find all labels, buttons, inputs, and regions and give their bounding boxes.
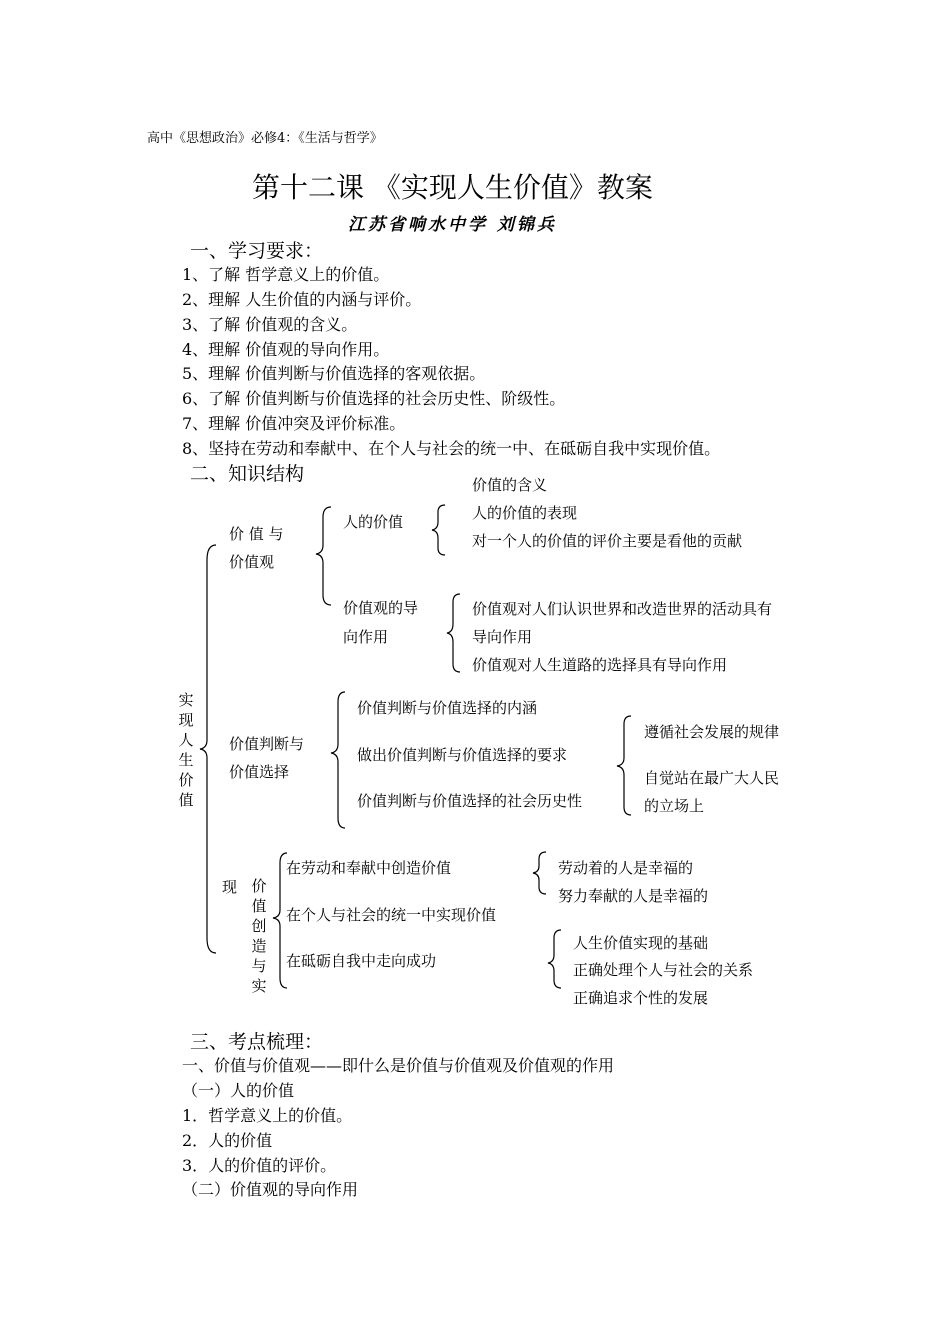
- leaf: 的立场上: [644, 797, 705, 815]
- section-heading-review: 三、考点梳理：: [190, 1031, 324, 1053]
- branch1-label-line1: 价 值 与: [229, 525, 284, 543]
- review-line: 一、价值与价值观——即什么是价值与价值观及价值观的作用: [182, 1056, 615, 1075]
- root-label-vertical: 实现人生价值: [178, 691, 194, 809]
- node-guidance-line2: 向作用: [343, 628, 389, 646]
- document-header: 高中《思想政治》必修4：《生活与哲学》: [147, 131, 383, 146]
- bracket-c2: [447, 594, 460, 672]
- leaf: 价值观对人们认识世界和改造世界的活动具有: [472, 600, 773, 618]
- requirement-item: 1、了解 哲学意义上的价值。: [182, 265, 390, 284]
- leaf: 劳动着的人是幸福的: [558, 859, 694, 877]
- leaf: 价值的含义: [472, 476, 548, 494]
- review-line: 1．哲学意义上的价值。: [182, 1106, 353, 1125]
- review-line: （二）价值观的导向作用: [182, 1180, 359, 1199]
- bracket-b3: [273, 853, 287, 988]
- review-line: 3．人的价值的评价。: [182, 1156, 337, 1175]
- bracket-b3-sub3: [548, 930, 561, 988]
- requirement-item: 6、了解 价值判断与价值选择的社会历史性、阶级性。: [182, 389, 566, 408]
- requirement-item: 7、理解 价值冲突及评价标准。: [182, 414, 406, 433]
- requirement-item: 8、坚持在劳动和奉献中、在个人与社会的统一中、在砥砺自我中实现价值。: [182, 439, 721, 458]
- section-heading-requirements: 一、学习要求：: [190, 240, 324, 262]
- leaf: 在个人与社会的统一中实现价值: [286, 906, 497, 924]
- leaf: 在劳动和奉献中创造价值: [286, 859, 452, 877]
- node-human-value: 人的价值: [343, 513, 404, 531]
- leaf: 遵循社会发展的规律: [644, 723, 780, 741]
- requirement-item: 5、理解 价值判断与价值选择的客观依据。: [182, 364, 486, 383]
- branch3-label-col2: 价值创造与实: [251, 877, 267, 995]
- branch1-label-line2: 价值观: [229, 553, 275, 571]
- leaf: 价值判断与价值选择的社会历史性: [357, 792, 583, 810]
- bracket-b2: [331, 692, 345, 828]
- bracket-b2-sub: [617, 716, 631, 815]
- requirement-item: 4、理解 价值观的导向作用。: [182, 340, 390, 359]
- leaf: 正确处理个人与社会的关系: [573, 961, 754, 979]
- author-line: 江苏省响水中学 刘锦兵: [348, 215, 557, 235]
- review-line: 2．人的价值: [182, 1131, 273, 1150]
- branch3-label-col1: 现: [222, 878, 238, 896]
- branch2-label-line1: 价值判断与: [229, 735, 305, 753]
- leaf: 自觉站在最广大人民: [644, 769, 780, 787]
- page-title: 第十二课 《实现人生价值》教案: [252, 171, 653, 204]
- bracket-b1: [316, 507, 331, 605]
- requirement-item: 3、了解 价值观的含义。: [182, 315, 358, 334]
- leaf: 人生价值实现的基础: [573, 934, 709, 952]
- leaf: 正确追求个性的发展: [573, 989, 709, 1007]
- leaf: 做出价值判断与价值选择的要求: [357, 746, 568, 764]
- bracket-b3-sub1: [533, 852, 546, 894]
- branch2-label-line2: 价值选择: [229, 763, 290, 781]
- leaf: 对一个人的价值的评价主要是看他的贡献: [472, 532, 743, 550]
- review-line: （一）人的价值: [182, 1081, 295, 1100]
- bracket-c1: [432, 505, 445, 555]
- leaf: 努力奉献的人是幸福的: [558, 887, 709, 905]
- leaf: 价值观对人生道路的选择具有导向作用: [472, 656, 728, 674]
- bracket-root: [200, 545, 216, 953]
- section-heading-structure: 二、知识结构: [190, 463, 305, 485]
- leaf: 人的价值的表现: [472, 504, 578, 522]
- leaf: 价值判断与价值选择的内涵: [357, 699, 538, 717]
- leaf: 导向作用: [472, 628, 533, 646]
- node-guidance-line1: 价值观的导: [343, 599, 419, 617]
- leaf: 在砥砺自我中走向成功: [286, 952, 437, 970]
- requirement-item: 2、理解 人生价值的内涵与评价。: [182, 290, 422, 309]
